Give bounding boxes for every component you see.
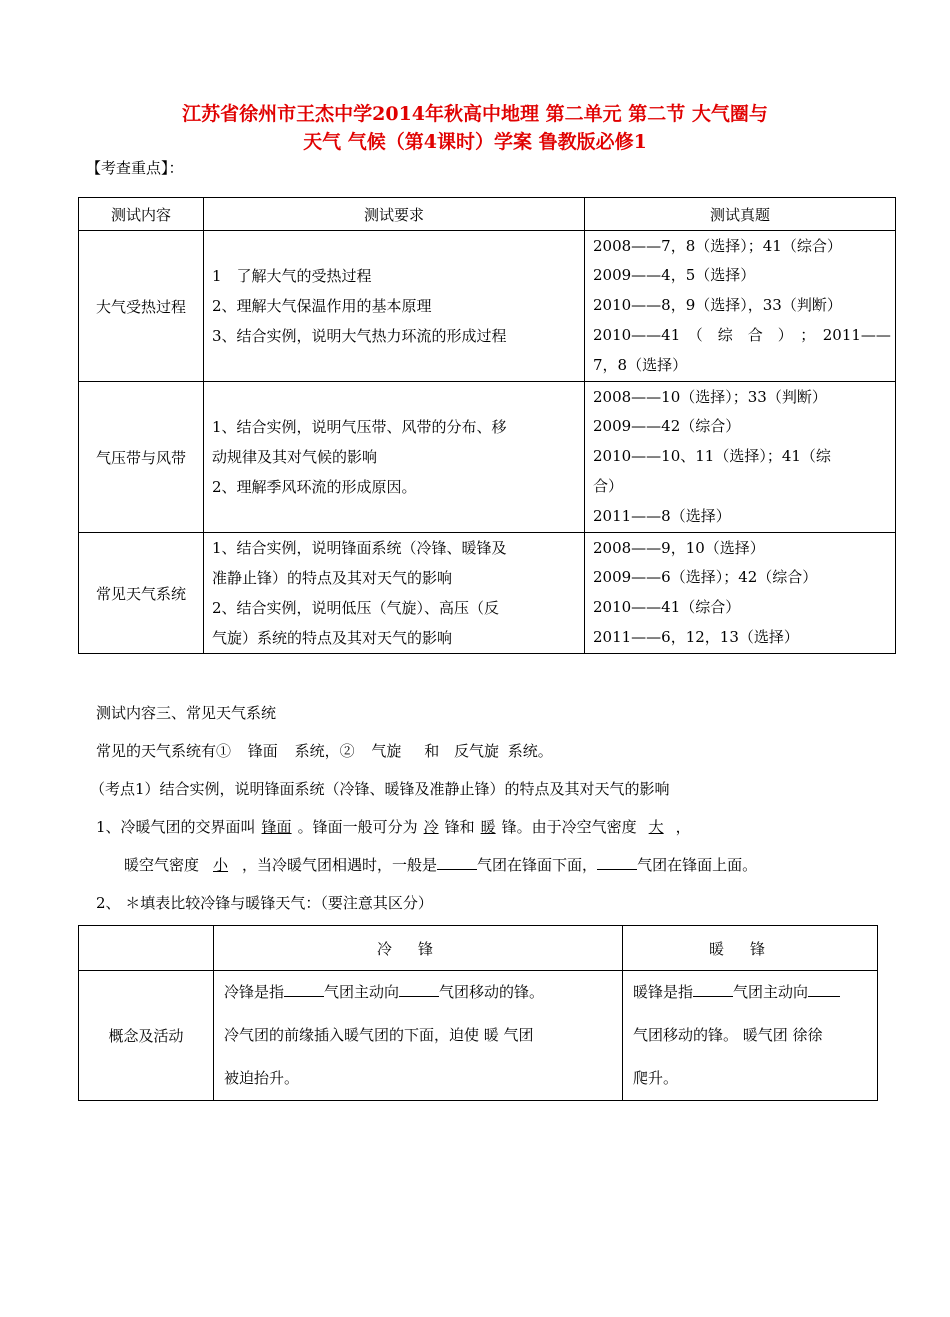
text: 。锋面一般可分为 bbox=[297, 818, 418, 836]
exam-point-1: （考点1）结合实例，说明锋面系统（冷锋、暖锋及准静止锋）的特点及其对天气的影响 bbox=[90, 780, 670, 798]
text: 和 bbox=[424, 742, 440, 760]
question-2-line: 2、 ＊填表比较冷锋与暖锋天气：（要注意其区分） bbox=[96, 894, 433, 912]
requirement-line: 1、结合实例，说明锋面系统（冷锋、暖锋及 bbox=[212, 539, 507, 557]
exam-focus-table bbox=[78, 197, 896, 654]
question-line: 7，8（选择） bbox=[593, 355, 688, 374]
text: 气团移动的锋。 bbox=[439, 983, 545, 1001]
doc-title-line1: 江苏省徐州市王杰中学2014年秋高中地理 第二单元 第二节 大气圈与 bbox=[182, 103, 768, 125]
requirement-line: 1、结合实例，说明气压带、风带的分布、移 bbox=[212, 418, 507, 436]
question-line: 2009——6（选择）；42（综合） bbox=[593, 568, 818, 587]
question-1-line bbox=[96, 816, 691, 837]
header-empty bbox=[79, 926, 214, 971]
requirement-line: 2、结合实例，说明低压（气旋）、高压（反 bbox=[212, 599, 500, 617]
warm-line-2: 气团移动的锋。 暖气团 徐徐 bbox=[633, 1026, 823, 1044]
text: 1、冷暖气团的交界面叫 bbox=[96, 818, 256, 836]
text: 暖锋是指 bbox=[633, 983, 694, 1001]
question-line: 2010——8，9（选择），33（判断） bbox=[593, 296, 842, 315]
focus-label: 【考查重点】： bbox=[86, 159, 184, 177]
section-heading: 测试内容三、常见天气系统 bbox=[96, 704, 277, 722]
table-header-row bbox=[79, 198, 896, 231]
cold-line-1 bbox=[224, 971, 622, 1014]
table-row bbox=[79, 533, 896, 654]
text: 常见的天气系统有① bbox=[96, 742, 232, 760]
header-warm-front bbox=[623, 926, 878, 971]
header-cold-front bbox=[214, 926, 623, 971]
text: 气团主动向 bbox=[733, 983, 809, 1001]
cold-line-3: 被迫抬升。 bbox=[224, 1069, 300, 1087]
answer-front-surface: 锋面 bbox=[261, 818, 292, 836]
answer-anticyclone: 反气旋 bbox=[453, 742, 499, 760]
requirement-line: 2、理解季风环流的形成原因。 bbox=[212, 478, 417, 496]
front-comparison-table bbox=[78, 925, 878, 1101]
table-row bbox=[79, 382, 896, 533]
question-line: 2009——4，5（选择） bbox=[593, 266, 756, 285]
question-line: 2010——41 （ 综 合 ） ； 2011—— bbox=[593, 325, 891, 344]
header-text: 冷锋 bbox=[376, 939, 459, 958]
table-header-row bbox=[79, 926, 878, 971]
row-requirements bbox=[204, 231, 585, 382]
text: ， bbox=[675, 818, 691, 836]
cold-line-2: 冷气团的前缘插入暖气团的下面，迫使 暖 气团 bbox=[224, 1026, 534, 1044]
warm-front-cell bbox=[623, 971, 878, 1101]
row-requirements bbox=[204, 382, 585, 533]
text: 气团主动向 bbox=[324, 983, 400, 1001]
requirement-line: 3、结合实例，说明大气热力环流的形成过程 bbox=[212, 327, 507, 345]
blank-field[interactable] bbox=[808, 982, 840, 997]
table-row bbox=[79, 971, 878, 1101]
question-line: 2011——6，12，13（选择） bbox=[593, 627, 799, 646]
text: 系统。 bbox=[507, 742, 553, 760]
blank-field[interactable] bbox=[437, 855, 477, 870]
answer-warm: 暖 bbox=[480, 818, 496, 836]
weather-systems-line bbox=[96, 740, 553, 761]
text: 气团在锋面上面。 bbox=[637, 856, 758, 874]
answer-cyclone: 气旋 bbox=[371, 742, 402, 760]
text: 锋。由于冷空气密度 bbox=[501, 818, 637, 836]
blank-field[interactable] bbox=[597, 855, 637, 870]
requirement-line: 1 了解大气的受热过程 bbox=[212, 267, 372, 285]
requirement-line: 准静止锋）的特点及其对天气的影响 bbox=[212, 569, 453, 587]
header-requirements: 测试要求 bbox=[204, 198, 585, 231]
answer-cold: 冷 bbox=[423, 818, 439, 836]
question-line: 2008——9，10（选择） bbox=[593, 538, 765, 557]
text: 冷锋是指 bbox=[224, 983, 285, 1001]
requirement-line: 气旋）系统的特点及其对天气的影响 bbox=[212, 629, 453, 647]
row-topic: 常见天气系统 bbox=[79, 533, 204, 654]
row-questions bbox=[585, 533, 896, 654]
row-label: 概念及活动 bbox=[79, 971, 214, 1101]
row-requirements bbox=[204, 533, 585, 654]
text: 锋和 bbox=[444, 818, 475, 836]
row-questions bbox=[585, 382, 896, 533]
text: ，当冷暖气团相遇时，一般是 bbox=[242, 856, 438, 874]
answer-small: 小 bbox=[213, 856, 229, 874]
warm-line-3: 爬升。 bbox=[633, 1069, 679, 1087]
question-1b-line bbox=[124, 854, 757, 875]
table-row bbox=[79, 231, 896, 382]
header-text: 暖锋 bbox=[708, 939, 791, 958]
header-questions: 测试真题 bbox=[585, 198, 896, 231]
row-topic: 气压带与风带 bbox=[79, 382, 204, 533]
blank-field[interactable] bbox=[284, 982, 324, 997]
row-topic: 大气受热过程 bbox=[79, 231, 204, 382]
row-questions bbox=[585, 231, 896, 382]
requirement-line: 2、理解大气保温作用的基本原理 bbox=[212, 297, 432, 315]
doc-title-line2: 天气 气候（第4课时）学案 鲁教版必修1 bbox=[303, 131, 647, 153]
blank-field[interactable] bbox=[399, 982, 439, 997]
answer-large: 大 bbox=[648, 818, 664, 836]
question-line: 2011——8（选择） bbox=[593, 506, 731, 525]
question-line: 合） bbox=[593, 476, 624, 495]
question-line: 2008——10（选择）；33（判断） bbox=[593, 387, 827, 406]
question-line: 2009——42（综合） bbox=[593, 417, 741, 436]
question-line: 2010——10、11（选择）；41（综 bbox=[593, 447, 831, 466]
requirement-line: 动规律及其对气候的影响 bbox=[212, 448, 378, 466]
text: 系统，② bbox=[294, 742, 355, 760]
text: 暖空气密度 bbox=[124, 856, 200, 874]
blank-field[interactable] bbox=[693, 982, 733, 997]
answer-frontal: 锋面 bbox=[247, 742, 278, 760]
header-content: 测试内容 bbox=[79, 198, 204, 231]
question-line: 2008——7，8（选择）；41（综合） bbox=[593, 236, 842, 255]
question-line: 2010——41（综合） bbox=[593, 598, 741, 616]
warm-line-1 bbox=[633, 971, 877, 1014]
text: 气团在锋面下面， bbox=[477, 856, 598, 874]
cold-front-cell bbox=[214, 971, 623, 1101]
